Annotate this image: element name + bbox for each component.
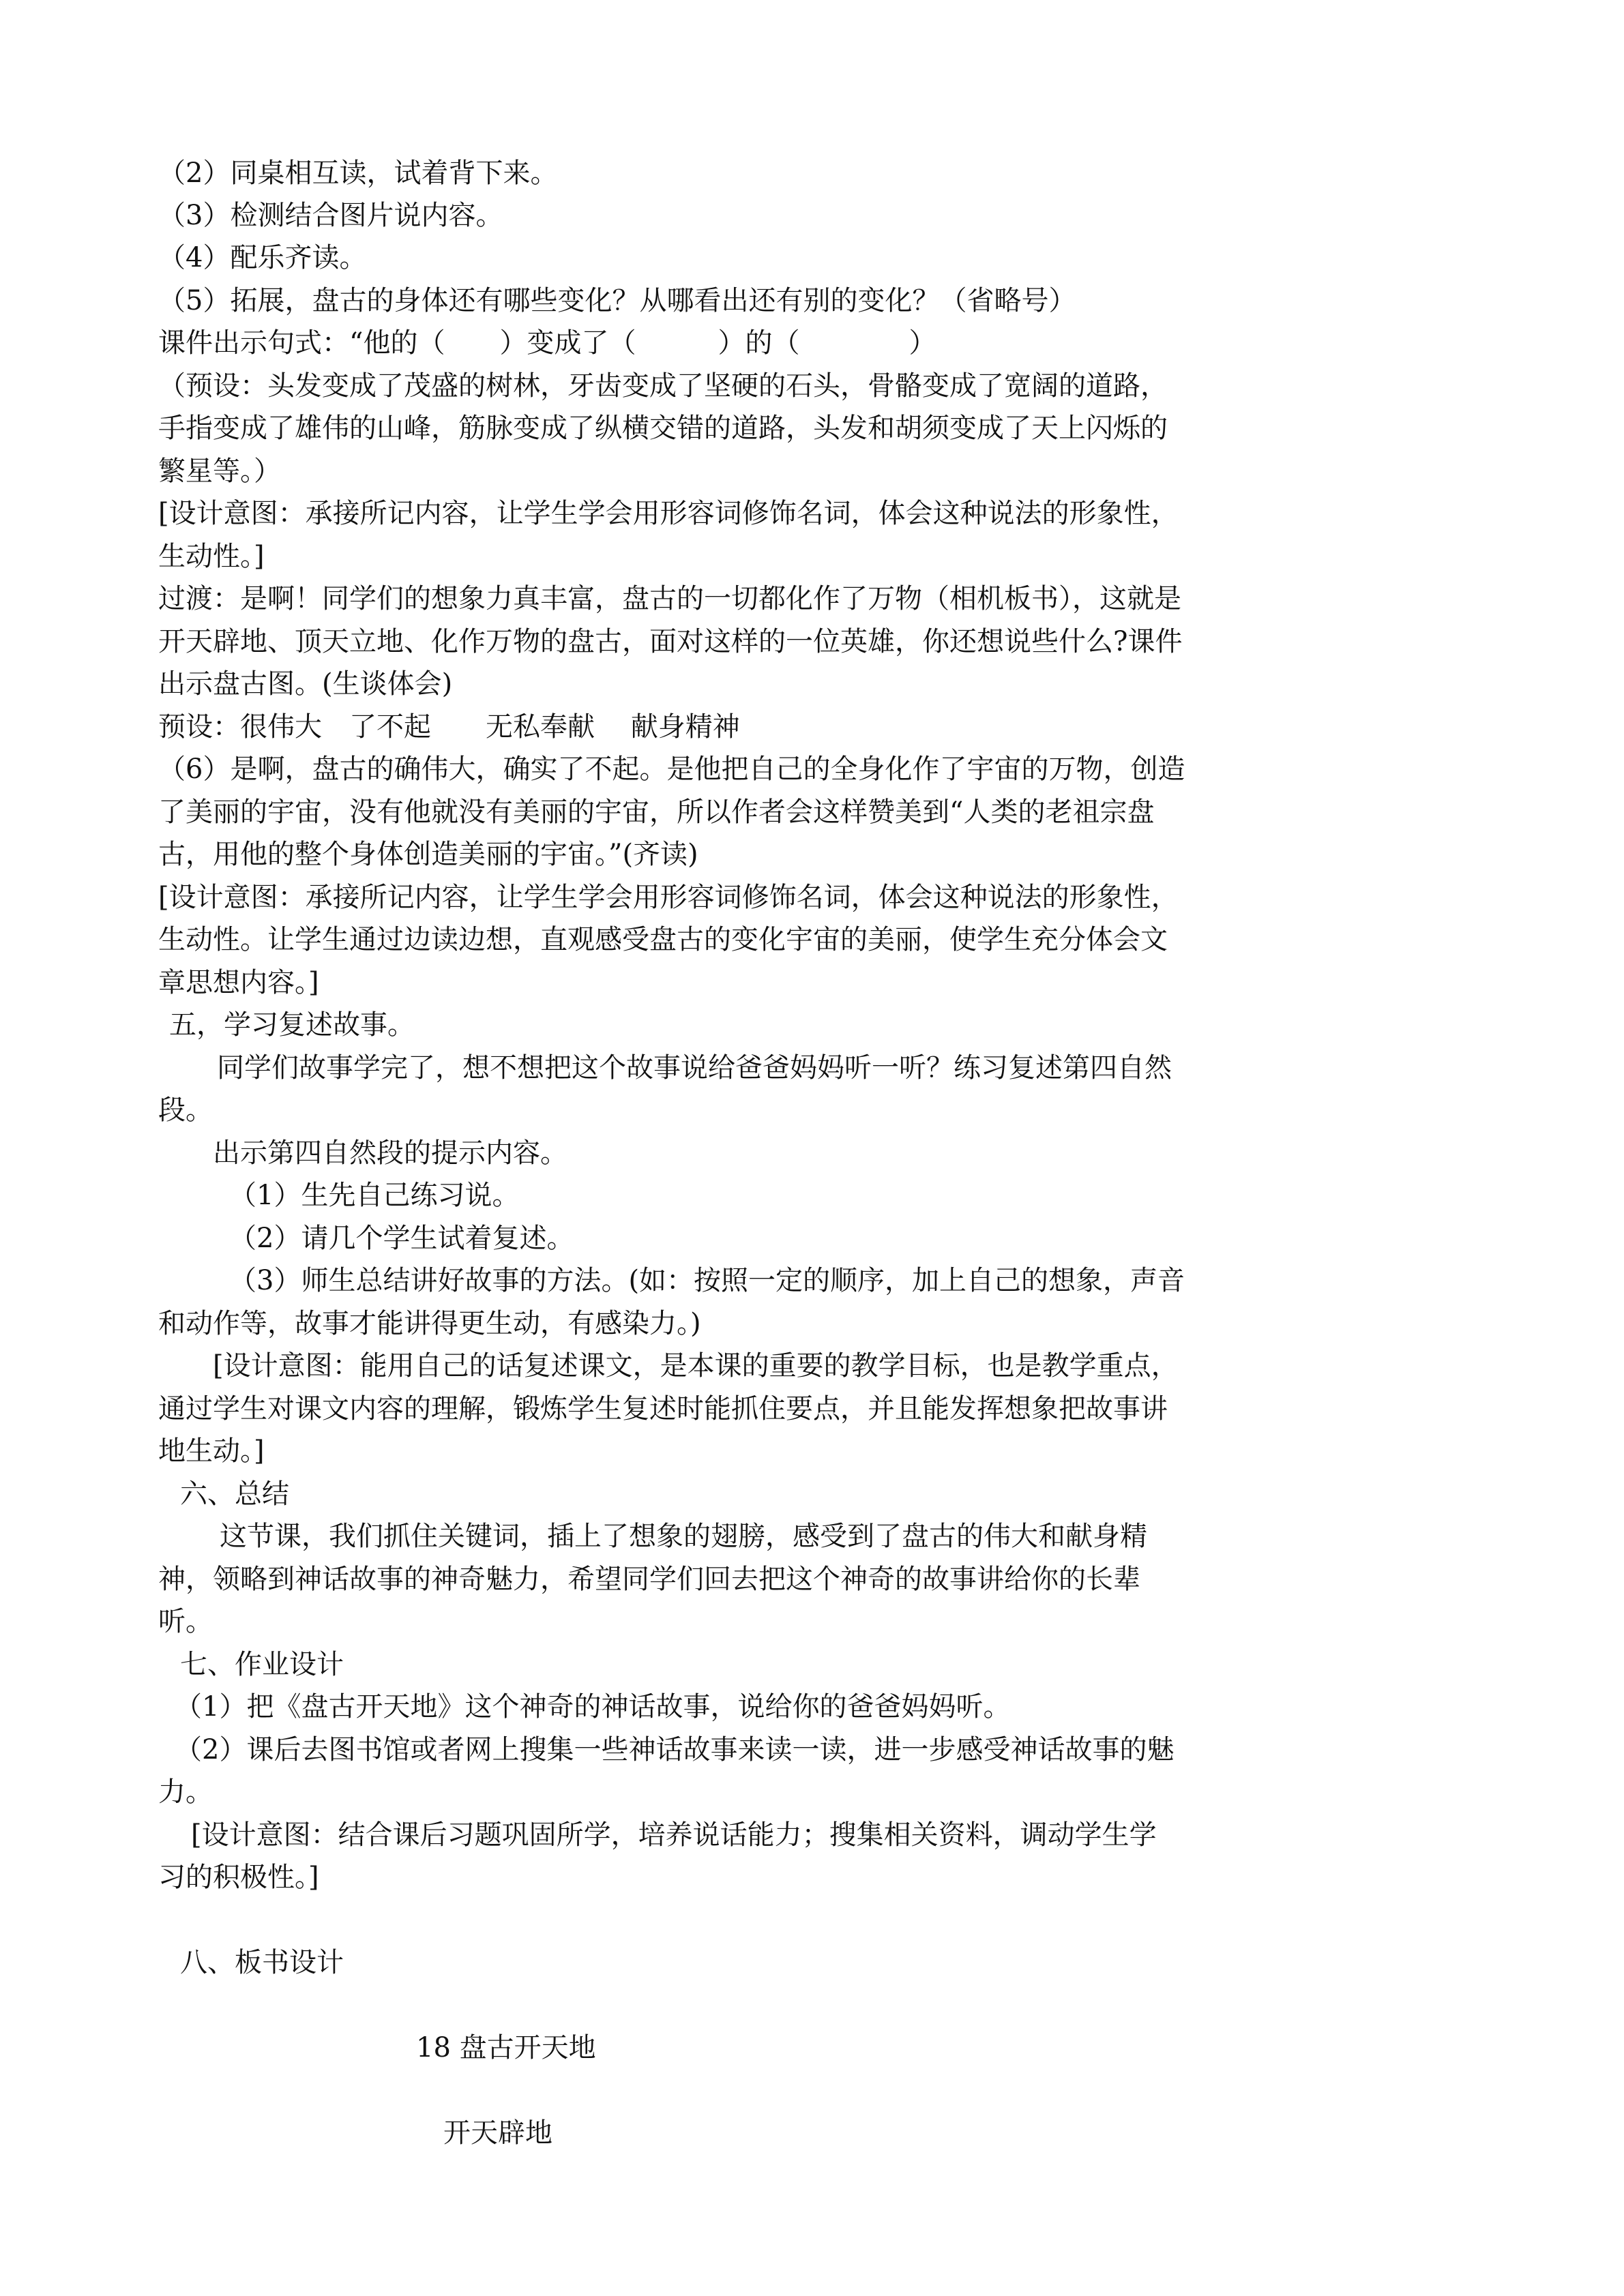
design-intent-note: [设计意图：结合课后习题巩固所学，培养说话能力；搜集相关资料，调动学生学: [191, 1819, 1157, 1851]
text-line: 这节课，我们抓住关键词，插上了想象的翅膀，感受到了盘古的伟大和献身精: [220, 1521, 1147, 1552]
text-line: 课件出示句式：“他的（ ）变成了（ ）的（ ）: [158, 327, 936, 359]
section-heading: 八、板书设计: [180, 1947, 344, 1978]
text-line: （5）拓展，盘古的身体还有哪些变化？从哪看出还有别的变化？（省略号）: [158, 285, 1076, 316]
design-intent-note: 习的积极性。]: [158, 1862, 319, 1893]
text-line: 古，用他的整个身体创造美丽的宇宙。”(齐读): [158, 839, 698, 870]
board-title: 18 盘古开天地: [416, 2032, 596, 2063]
text-line: 出示第四自然段的提示内容。: [213, 1137, 567, 1169]
text-line: （2）同桌相互读，试着背下来。: [158, 158, 558, 189]
design-intent-note: 通过学生对课文内容的理解，锻炼学生复述时能抓住要点，并且能发挥想象把故事讲: [158, 1393, 1168, 1425]
text-line: （6）是啊，盘古的确伟大，确实了不起。是他把自己的全身化作了宇宙的万物，创造: [158, 754, 1185, 785]
text-line: （1）生先自己练习说。: [229, 1180, 520, 1211]
design-intent-note: [设计意图：能用自己的话复述课文，是本课的重要的教学目标，也是教学重点，: [213, 1350, 1179, 1382]
text-line: 了美丽的宇宙，没有他就没有美丽的宇宙，所以作者会这样赞美到“人类的老祖宗盘: [158, 796, 1155, 828]
text-line: （2）课后去图书馆或者网上搜集一些神话故事来读一读，进一步感受神话故事的魅: [175, 1734, 1175, 1765]
text-line: 开天辟地、顶天立地、化作万物的盘古，面对这样的一位英雄，你还想说些什么?课件: [158, 626, 1183, 657]
text-line: 段。: [158, 1094, 213, 1126]
board-keyword: 开天辟地: [443, 2117, 552, 2149]
text-line: 过渡：是啊！同学们的想象力真丰富，盘古的一切都化作了万物（相机板书），这就是: [158, 583, 1181, 614]
text-line: 手指变成了雄伟的山峰，筋脉变成了纵横交错的道路，头发和胡须变成了天上闪烁的: [158, 413, 1168, 444]
text-line: （2）请几个学生试着复述。: [229, 1223, 574, 1254]
text-line: 听。: [158, 1606, 213, 1637]
section-heading: 五，学习复述故事。: [169, 1009, 415, 1041]
design-intent-note: 章思想内容。]: [158, 967, 319, 998]
design-intent-note: [设计意图：承接所记内容，让学生学会用形容词修饰名词，体会这种说法的形象性，: [158, 498, 1179, 529]
text-line: 同学们故事学完了，想不想把这个故事说给爸爸妈妈听一听？练习复述第四自然: [217, 1052, 1172, 1084]
text-line: 预设：很伟大 了不起 无私奉献 献身精神: [158, 711, 740, 743]
section-heading: 七、作业设计: [180, 1649, 344, 1680]
text-line: 力。: [158, 1776, 213, 1808]
text-line: （4）配乐齐读。: [158, 242, 367, 273]
text-line: 神，领略到神话故事的神奇魅力，希望同学们回去把这个神奇的故事讲给你的长辈: [158, 1564, 1140, 1595]
text-line: 和动作等，故事才能讲得更生动，有感染力。): [158, 1308, 701, 1339]
design-intent-note: [设计意图：承接所记内容，让学生学会用形容词修饰名词，体会这种说法的形象性，: [158, 882, 1179, 913]
text-line: （预设：头发变成了茂盛的树林，牙齿变成了坚硬的石头，骨骼变成了宽阔的道路，: [158, 370, 1168, 402]
text-line: 出示盘古图。(生谈体会): [158, 668, 453, 700]
section-heading: 六、总结: [180, 1478, 289, 1510]
text-line: （3）检测结合图片说内容。: [158, 200, 503, 231]
design-intent-note: 地生动。]: [158, 1435, 265, 1467]
design-intent-note: 生动性。让学生通过边读边想，直观感受盘古的变化宇宙的美丽，使学生充分体会文: [158, 924, 1168, 955]
text-line: 繁星等。）: [158, 456, 281, 487]
text-line: （3）师生总结讲好故事的方法。(如：按照一定的顺序，加上自己的想象，声音: [229, 1265, 1185, 1296]
design-intent-note: 生动性。]: [158, 541, 265, 572]
text-line: （1）把《盘古开天地》这个神奇的神话故事，说给你的爸爸妈妈听。: [175, 1691, 1011, 1723]
